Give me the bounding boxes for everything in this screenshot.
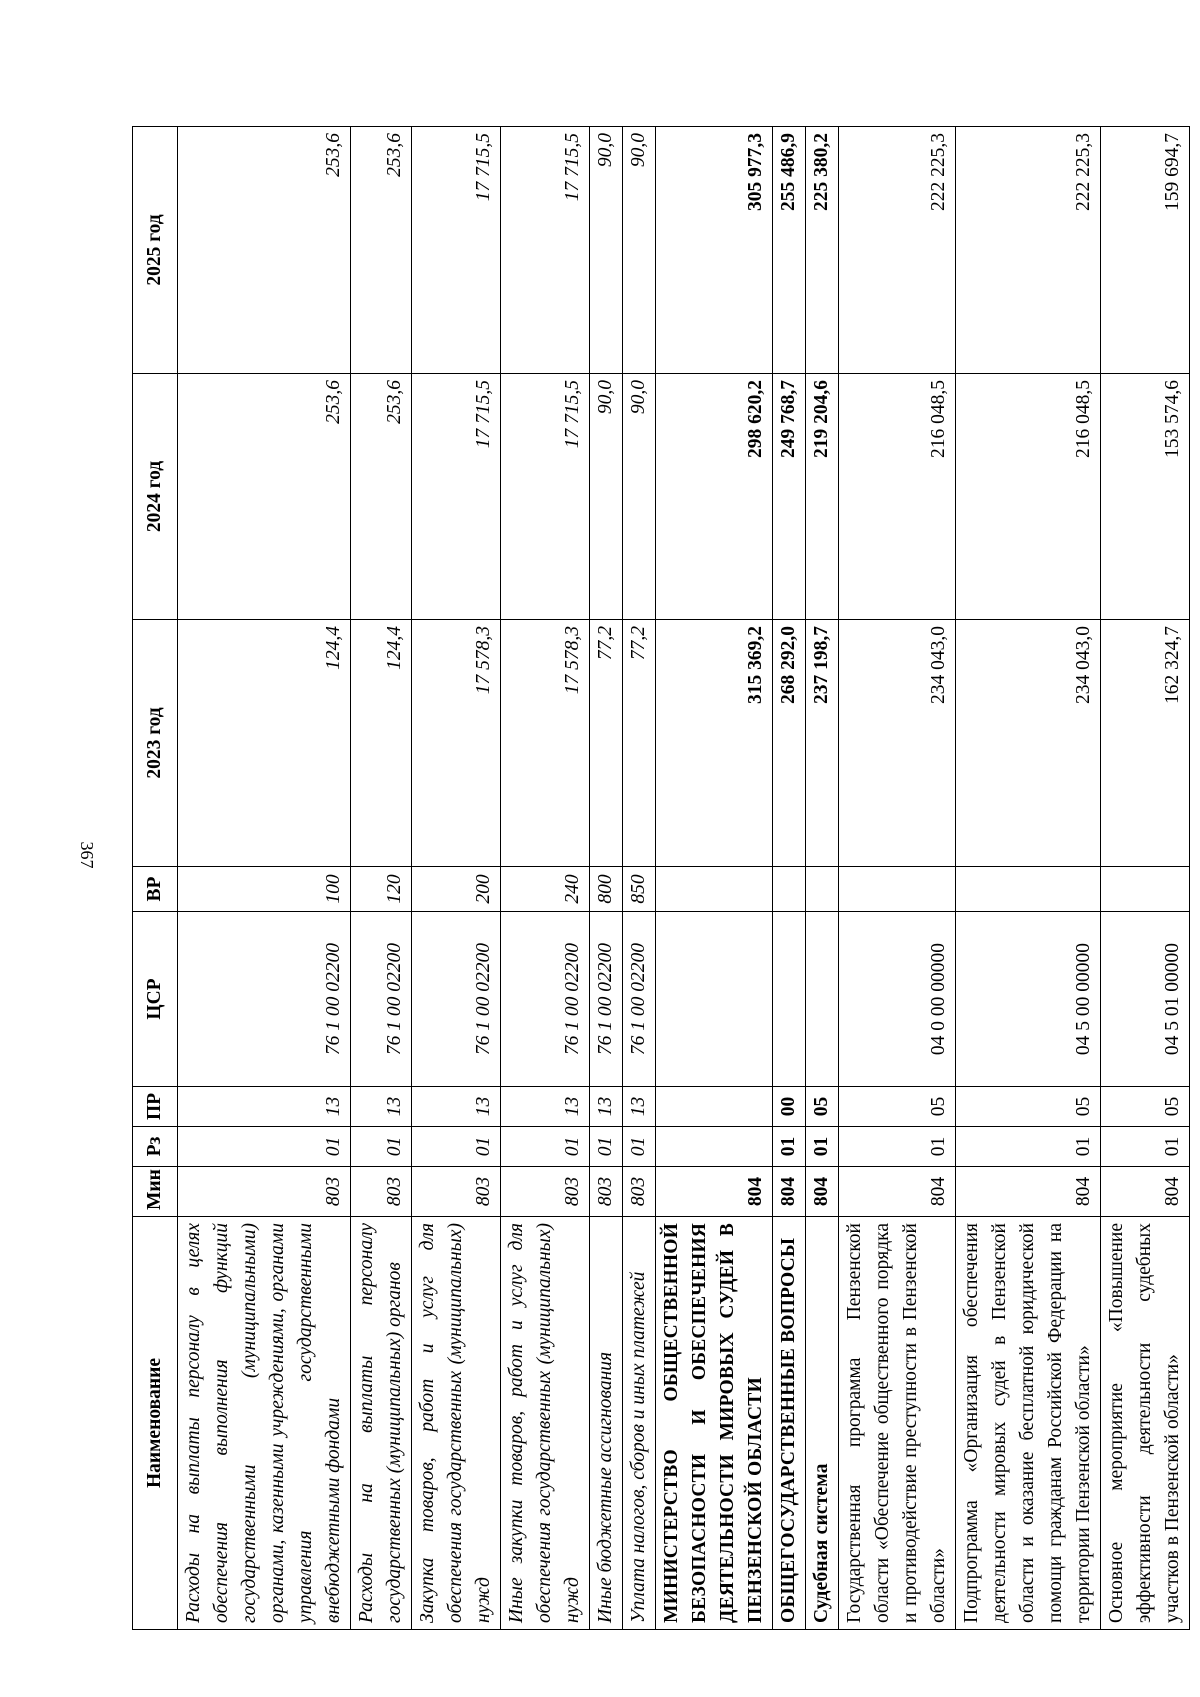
row-name: МИНИСТЕРСТВО ОБЩЕСТВЕННОЙ БЕЗОПАСНОСТИ И ОБЕСПЕЧЕНИЯ ДЕЯТЕЛЬНОСТИ МИРОВЫХ СУДЕЙ В ПЕНЗЕНСКОЙ ОБЛАСТИ	[656, 1217, 773, 1630]
row-min: 803	[590, 1167, 623, 1217]
row-min: 804	[773, 1167, 806, 1217]
row-2023: 77,2	[623, 620, 656, 867]
row-2025: 222 225,3	[956, 127, 1101, 374]
row-2023: 162 324,7	[1101, 620, 1190, 867]
row-pr: 13	[501, 1087, 590, 1127]
row-pr	[656, 1087, 773, 1127]
row-csr	[773, 912, 806, 1087]
row-rz: 01	[412, 1127, 501, 1167]
row-2025: 90,0	[590, 127, 623, 374]
row-rz: 01	[773, 1127, 806, 1167]
row-pr: 00	[773, 1087, 806, 1127]
row-vr: 800	[590, 867, 623, 912]
row-2025: 253,6	[178, 127, 351, 374]
row-2024: 90,0	[590, 374, 623, 620]
row-2025: 225 380,2	[806, 127, 839, 374]
row-csr: 04 5 01 00000	[1101, 912, 1190, 1087]
row-name: Иные бюджетные ассигнования	[590, 1217, 623, 1630]
row-2025: 159 694,7	[1101, 127, 1190, 374]
row-csr: 04 5 00 00000	[956, 912, 1101, 1087]
row-name: Расходы на выплаты персоналу государственных (муниципальных) органов	[351, 1217, 412, 1630]
row-csr	[656, 912, 773, 1087]
row-2023: 124,4	[351, 620, 412, 867]
row-min: 803	[178, 1167, 351, 1217]
row-csr: 04 0 00 00000	[839, 912, 956, 1087]
row-min: 803	[351, 1167, 412, 1217]
row-vr	[1101, 867, 1190, 912]
row-name: Судебная система	[806, 1217, 839, 1630]
row-pr: 13	[178, 1087, 351, 1127]
row-rz: 01	[956, 1127, 1101, 1167]
row-min: 804	[956, 1167, 1101, 1217]
row-2024: 17 715,5	[412, 374, 501, 620]
row-2025: 222 225,3	[839, 127, 956, 374]
table-row	[956, 127, 1101, 1630]
row-2023: 77,2	[590, 620, 623, 867]
row-csr	[806, 912, 839, 1087]
row-min: 804	[1101, 1167, 1190, 1217]
row-csr: 76 1 00 02200	[501, 912, 590, 1087]
row-rz: 01	[501, 1127, 590, 1167]
row-name: Подпрограмма «Организация обеспечения деятельности мировых судей в Пензенской области и оказание бесплатной юридической помощи гражданам Российской Федерации на территории Пензенской области»	[956, 1217, 1101, 1630]
budget-table-rotated	[132, 127, 1183, 1630]
table-row	[351, 127, 412, 1630]
row-2024: 219 204,6	[806, 374, 839, 620]
row-pr: 05	[1101, 1087, 1190, 1127]
row-name: Расходы на выплаты персоналу в целях обеспечения выполнения функций государственными (муниципальными) органами, казенными учреждениями, органами управления государственными внебюджетными фондами	[178, 1217, 351, 1630]
row-2024: 153 574,6	[1101, 374, 1190, 620]
table-row	[1101, 127, 1190, 1630]
row-2025: 90,0	[623, 127, 656, 374]
row-vr	[656, 867, 773, 912]
row-2023: 234 043,0	[839, 620, 956, 867]
budget-table	[132, 126, 1190, 1630]
table-row	[806, 127, 839, 1630]
row-pr: 05	[956, 1087, 1101, 1127]
row-2024: 249 768,7	[773, 374, 806, 620]
row-2025: 17 715,5	[412, 127, 501, 374]
row-rz: 01	[1101, 1127, 1190, 1167]
row-2023: 315 369,2	[656, 620, 773, 867]
row-name: Закупка товаров, работ и услуг для обеспечения государственных (муниципальных) нужд	[412, 1217, 501, 1630]
row-name: Государственная программа Пензенской области «Обеспечение общественного порядка и противодействие преступности в Пензенской области»	[839, 1217, 956, 1630]
table-row	[773, 127, 806, 1630]
row-vr	[839, 867, 956, 912]
row-vr	[773, 867, 806, 912]
header-2023: 2023 год	[133, 620, 178, 867]
row-2024: 216 048,5	[839, 374, 956, 620]
row-csr: 76 1 00 02200	[623, 912, 656, 1087]
row-rz: 01	[351, 1127, 412, 1167]
row-2023: 17 578,3	[501, 620, 590, 867]
row-2024: 298 620,2	[656, 374, 773, 620]
header-name: Наименование	[133, 1217, 178, 1630]
row-name: Иные закупки товаров, работ и услуг для обеспечения государственных (муниципальных) нужд	[501, 1217, 590, 1630]
table-row	[656, 127, 773, 1630]
table-row	[501, 127, 590, 1630]
row-min: 804	[839, 1167, 956, 1217]
row-2025: 17 715,5	[501, 127, 590, 374]
row-rz: 01	[178, 1127, 351, 1167]
row-pr: 05	[839, 1087, 956, 1127]
table-row	[178, 127, 351, 1630]
row-rz: 01	[839, 1127, 956, 1167]
row-2025: 305 977,3	[656, 127, 773, 374]
row-vr	[806, 867, 839, 912]
row-2023: 268 292,0	[773, 620, 806, 867]
row-min: 804	[806, 1167, 839, 1217]
row-pr: 13	[623, 1087, 656, 1127]
row-rz: 01	[590, 1127, 623, 1167]
header-2024: 2024 год	[133, 374, 178, 620]
row-csr: 76 1 00 02200	[590, 912, 623, 1087]
row-2024: 216 048,5	[956, 374, 1101, 620]
table-row	[412, 127, 501, 1630]
header-min: Мин	[133, 1167, 178, 1217]
row-2023: 17 578,3	[412, 620, 501, 867]
row-csr: 76 1 00 02200	[178, 912, 351, 1087]
row-rz	[656, 1127, 773, 1167]
header-2025: 2025 год	[133, 127, 178, 374]
page-number: 367	[77, 841, 97, 869]
header-pr: ПР	[133, 1087, 178, 1127]
row-csr: 76 1 00 02200	[351, 912, 412, 1087]
table-row	[839, 127, 956, 1630]
row-min: 804	[656, 1167, 773, 1217]
row-vr: 850	[623, 867, 656, 912]
row-2024: 90,0	[623, 374, 656, 620]
row-min: 803	[412, 1167, 501, 1217]
row-2025: 253,6	[351, 127, 412, 374]
row-pr: 13	[351, 1087, 412, 1127]
row-2023: 124,4	[178, 620, 351, 867]
row-vr: 200	[412, 867, 501, 912]
row-2025: 255 486,9	[773, 127, 806, 374]
row-min: 803	[501, 1167, 590, 1217]
header-vr: ВР	[133, 867, 178, 912]
row-name: ОБЩЕГОСУДАРСТВЕННЫЕ ВОПРОСЫ	[773, 1217, 806, 1630]
row-2024: 253,6	[351, 374, 412, 620]
row-pr: 13	[412, 1087, 501, 1127]
row-rz: 01	[623, 1127, 656, 1167]
row-vr: 240	[501, 867, 590, 912]
row-2023: 237 198,7	[806, 620, 839, 867]
row-vr: 120	[351, 867, 412, 912]
table-row	[590, 127, 623, 1630]
row-pr: 05	[806, 1087, 839, 1127]
row-name: Уплата налогов, сборов и иных платежей	[623, 1217, 656, 1630]
row-vr	[956, 867, 1101, 912]
table-row	[623, 127, 656, 1630]
row-2024: 253,6	[178, 374, 351, 620]
row-2023: 234 043,0	[956, 620, 1101, 867]
row-vr: 100	[178, 867, 351, 912]
table-header-row	[133, 127, 178, 1630]
row-2024: 17 715,5	[501, 374, 590, 620]
row-csr: 76 1 00 02200	[412, 912, 501, 1087]
header-csr: ЦСР	[133, 912, 178, 1087]
header-rz: Рз	[133, 1127, 178, 1167]
row-name: Основное мероприятие «Повышение эффективности деятельности судебных участков в Пензенской области»	[1101, 1217, 1190, 1630]
row-rz: 01	[806, 1127, 839, 1167]
row-pr: 13	[590, 1087, 623, 1127]
row-min: 803	[623, 1167, 656, 1217]
